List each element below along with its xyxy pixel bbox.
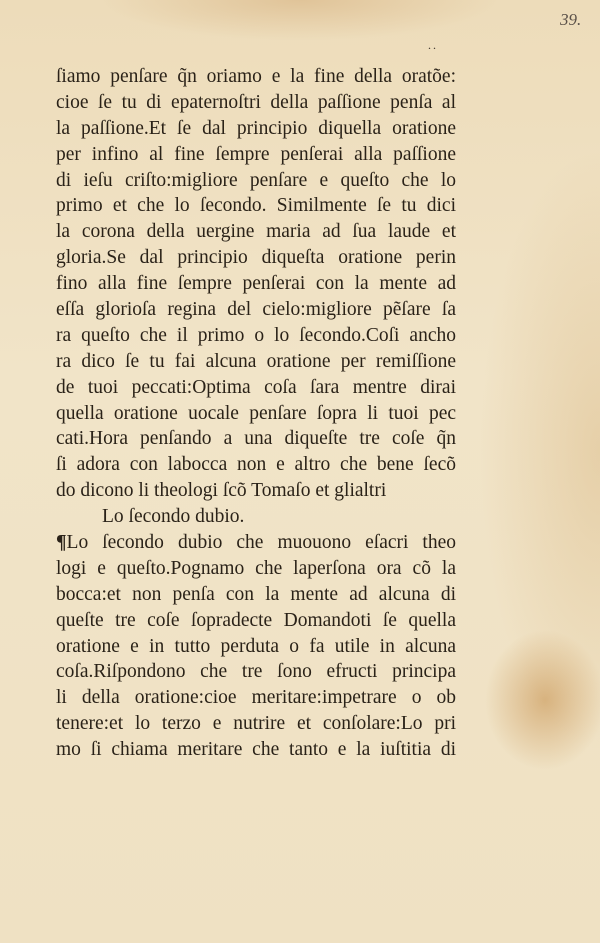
text-line: fino alla fine ſempre penſerai con la mente ad	[56, 273, 456, 295]
text-line: primo et che lo ſecondo. Similmente ſe tu dici	[56, 195, 456, 217]
signature-mark: ..	[428, 38, 438, 52]
text-line: di ieſu criſto:migliore penſare e queſto che lo	[56, 169, 456, 191]
text-line: per infino al fine ſempre penſerai alla paſſione	[56, 143, 456, 165]
text-line: la paſſione.Et ſe dal principio diquella oratione	[56, 117, 456, 139]
text-line: ſiamo penſare q̃n oriamo e la fine della oratõe:	[56, 66, 456, 87]
folio-number: 39.	[560, 10, 582, 29]
text-line: de tuoi peccati:Optima coſa ſara mentre dirai	[56, 376, 456, 398]
pilcrow-mark: ¶	[56, 532, 67, 554]
text-line: cioe ſe tu di epaternoſtri della paſſione penſa al	[56, 91, 456, 113]
text-line: bocca:et non penſa con la mente ad alcuna di	[56, 583, 456, 605]
text-line-content: Lo ſecondo dubio che muouono eſacri theo	[66, 532, 456, 554]
text-line: ſi adora con labocca non e altro che bene ſecõ	[56, 454, 456, 476]
text-line: oratione e in tutto perduta o fa utile in alcuna	[56, 635, 456, 657]
text-line: tenere:et lo terzo e nutrire et conſolare:Lo pri	[56, 713, 456, 735]
page-text	[56, 64, 456, 763]
text-line: eſſa glorioſa regina del cielo:migliore pẽſare ſa	[56, 299, 456, 321]
text-line: ra queſto che il primo o lo ſecondo.Coſi ancho	[56, 324, 456, 346]
text-line: logi e queſto.Pognamo che laperſona ora cõ la	[56, 557, 456, 579]
text-line: li della oratione:cioe meritare:impetrare o ob	[56, 687, 456, 709]
text-line: gloria.Se dal principio diqueſta oratione perin	[56, 247, 456, 269]
text-line: ra dico ſe tu fai alcuna oratione per remiſſione	[56, 350, 456, 372]
text-line: cati.Hora penſando a una diqueſte tre coſe q̃n	[56, 428, 456, 450]
paragraph-second-doubt	[56, 530, 456, 763]
text-line: la corona della uergine maria ad ſua laude et	[56, 221, 456, 243]
text-line: coſa.Riſpondono che tre ſono efructi principa	[56, 661, 456, 683]
section-heading: Lo ſecondo dubio.	[102, 506, 245, 528]
text-line: do dicono li theologi ſcõ Tomaſo et glialtri	[56, 480, 387, 502]
paragraph-continued	[56, 64, 456, 504]
text-line	[56, 530, 456, 556]
text-line: queſte tre coſe ſopradecte Domandoti ſe quella	[56, 609, 456, 631]
text-line: mo ſi chiama meritare che tanto e la iuſtitia di	[56, 739, 456, 761]
text-line: quella oratione uocale penſare ſopra li tuoi pec	[56, 402, 456, 424]
